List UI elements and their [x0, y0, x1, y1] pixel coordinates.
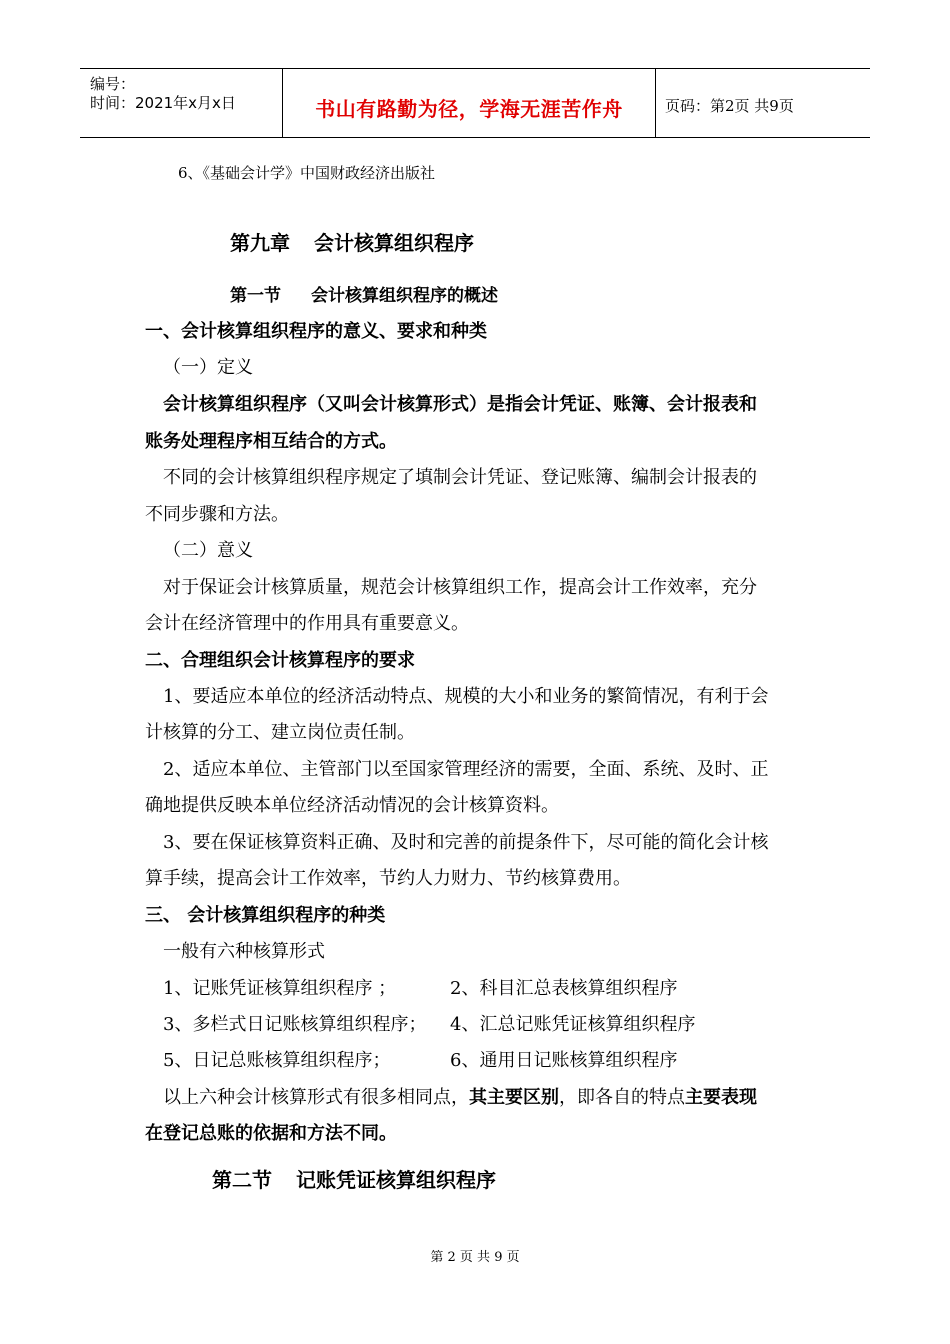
form-item: 4、汇总记账凭证核算组织程序	[450, 1014, 696, 1035]
section-title	[212, 1164, 496, 1193]
page-info: 页码：第2页 共9页	[665, 97, 794, 115]
summary-text: ，即各自的特点	[559, 1087, 685, 1108]
list-item-line: 确地提供反映本单位经济活动情况的会计核算资料。	[145, 795, 559, 816]
heading-1: 一、会计核算组织程序的意义、要求和种类	[145, 321, 487, 342]
time-label: 时间：2021年x月x日	[90, 94, 236, 112]
summary-emphasis: 其主要区别	[469, 1087, 559, 1108]
list-item-line: 2、适应本单位、主管部门以至国家管理经济的需要，全面、系统、及时、正	[163, 759, 769, 780]
paragraph-line: 对于保证会计核算质量，规范会计核算组织工作，提高会计工作效率，充分	[163, 577, 757, 598]
reference-item: 6、《基础会计学》中国财政经济出版社	[178, 164, 436, 182]
page-footer: 第 2 页 共 9 页	[430, 1250, 520, 1265]
number-label: 编号：	[90, 75, 136, 93]
paragraph-line: 一般有六种核算形式	[163, 941, 325, 962]
section-name: 会计核算组织程序的概述	[311, 286, 498, 306]
form-item: 6、通用日记账核算组织程序	[450, 1050, 678, 1071]
header-motto-cell	[282, 69, 656, 137]
paragraph-line: 不同的会计核算组织程序规定了填制会计凭证、登记账簿、编制会计报表的	[163, 467, 757, 488]
paragraph-line: 会计在经济管理中的作用具有重要意义。	[145, 613, 469, 634]
form-item: 1、记账凭证核算组织程序 ；	[163, 978, 397, 999]
chapter-title	[230, 227, 474, 256]
section-number: 第一节	[230, 286, 281, 306]
header-page-cell	[655, 69, 870, 137]
heading-2: 二、合理组织会计核算程序的要求	[145, 650, 415, 671]
form-item: 2、科目汇总表核算组织程序	[450, 978, 678, 999]
paragraph-line: 不同步骤和方法。	[145, 504, 289, 525]
list-item-line: 1、要适应本单位的经济活动特点、规模的大小和业务的繁简情况，有利于会	[163, 686, 769, 707]
summary-emphasis: 主要表现	[685, 1087, 757, 1108]
subheading-meaning: （二）意义	[163, 540, 253, 561]
section-number: 第二节	[212, 1168, 272, 1192]
form-item: 5、日记总账核算组织程序；	[163, 1050, 391, 1071]
summary-line-1	[163, 1083, 757, 1109]
summary-text: 以上六种会计核算形式有很多相同点，	[163, 1087, 469, 1108]
form-item: 3、多栏式日记账核算组织程序；	[163, 1014, 427, 1035]
list-item-line: 算手续，提高会计工作效率，节约人力财力、节约核算费用。	[145, 868, 631, 889]
summary-line-2: 在登记总账的依据和方法不同。	[145, 1123, 397, 1144]
chapter-name: 会计核算组织程序	[314, 231, 474, 255]
list-item-line: 计核算的分工、建立岗位责任制。	[145, 722, 415, 743]
header-meta-cell	[80, 69, 282, 137]
list-item-line: 3、要在保证核算资料正确、及时和完善的前提条件下，尽可能的简化会计核	[163, 832, 769, 853]
motto-text: 书山有路勤为径，学海无涯苦作舟	[315, 97, 623, 121]
heading-3: 三、 会计核算组织程序的种类	[145, 905, 386, 926]
definition-line-2: 账务处理程序相互结合的方式。	[145, 431, 397, 452]
subheading-definition: （一）定义	[163, 357, 253, 378]
section-name: 记账凭证核算组织程序	[296, 1168, 496, 1192]
chapter-number: 第九章	[230, 231, 290, 255]
definition-line-1: 会计核算组织程序（又叫会计核算形式）是指会计凭证、账簿、会计报表和	[163, 394, 757, 415]
document-header	[80, 68, 870, 138]
section-title	[230, 281, 498, 306]
